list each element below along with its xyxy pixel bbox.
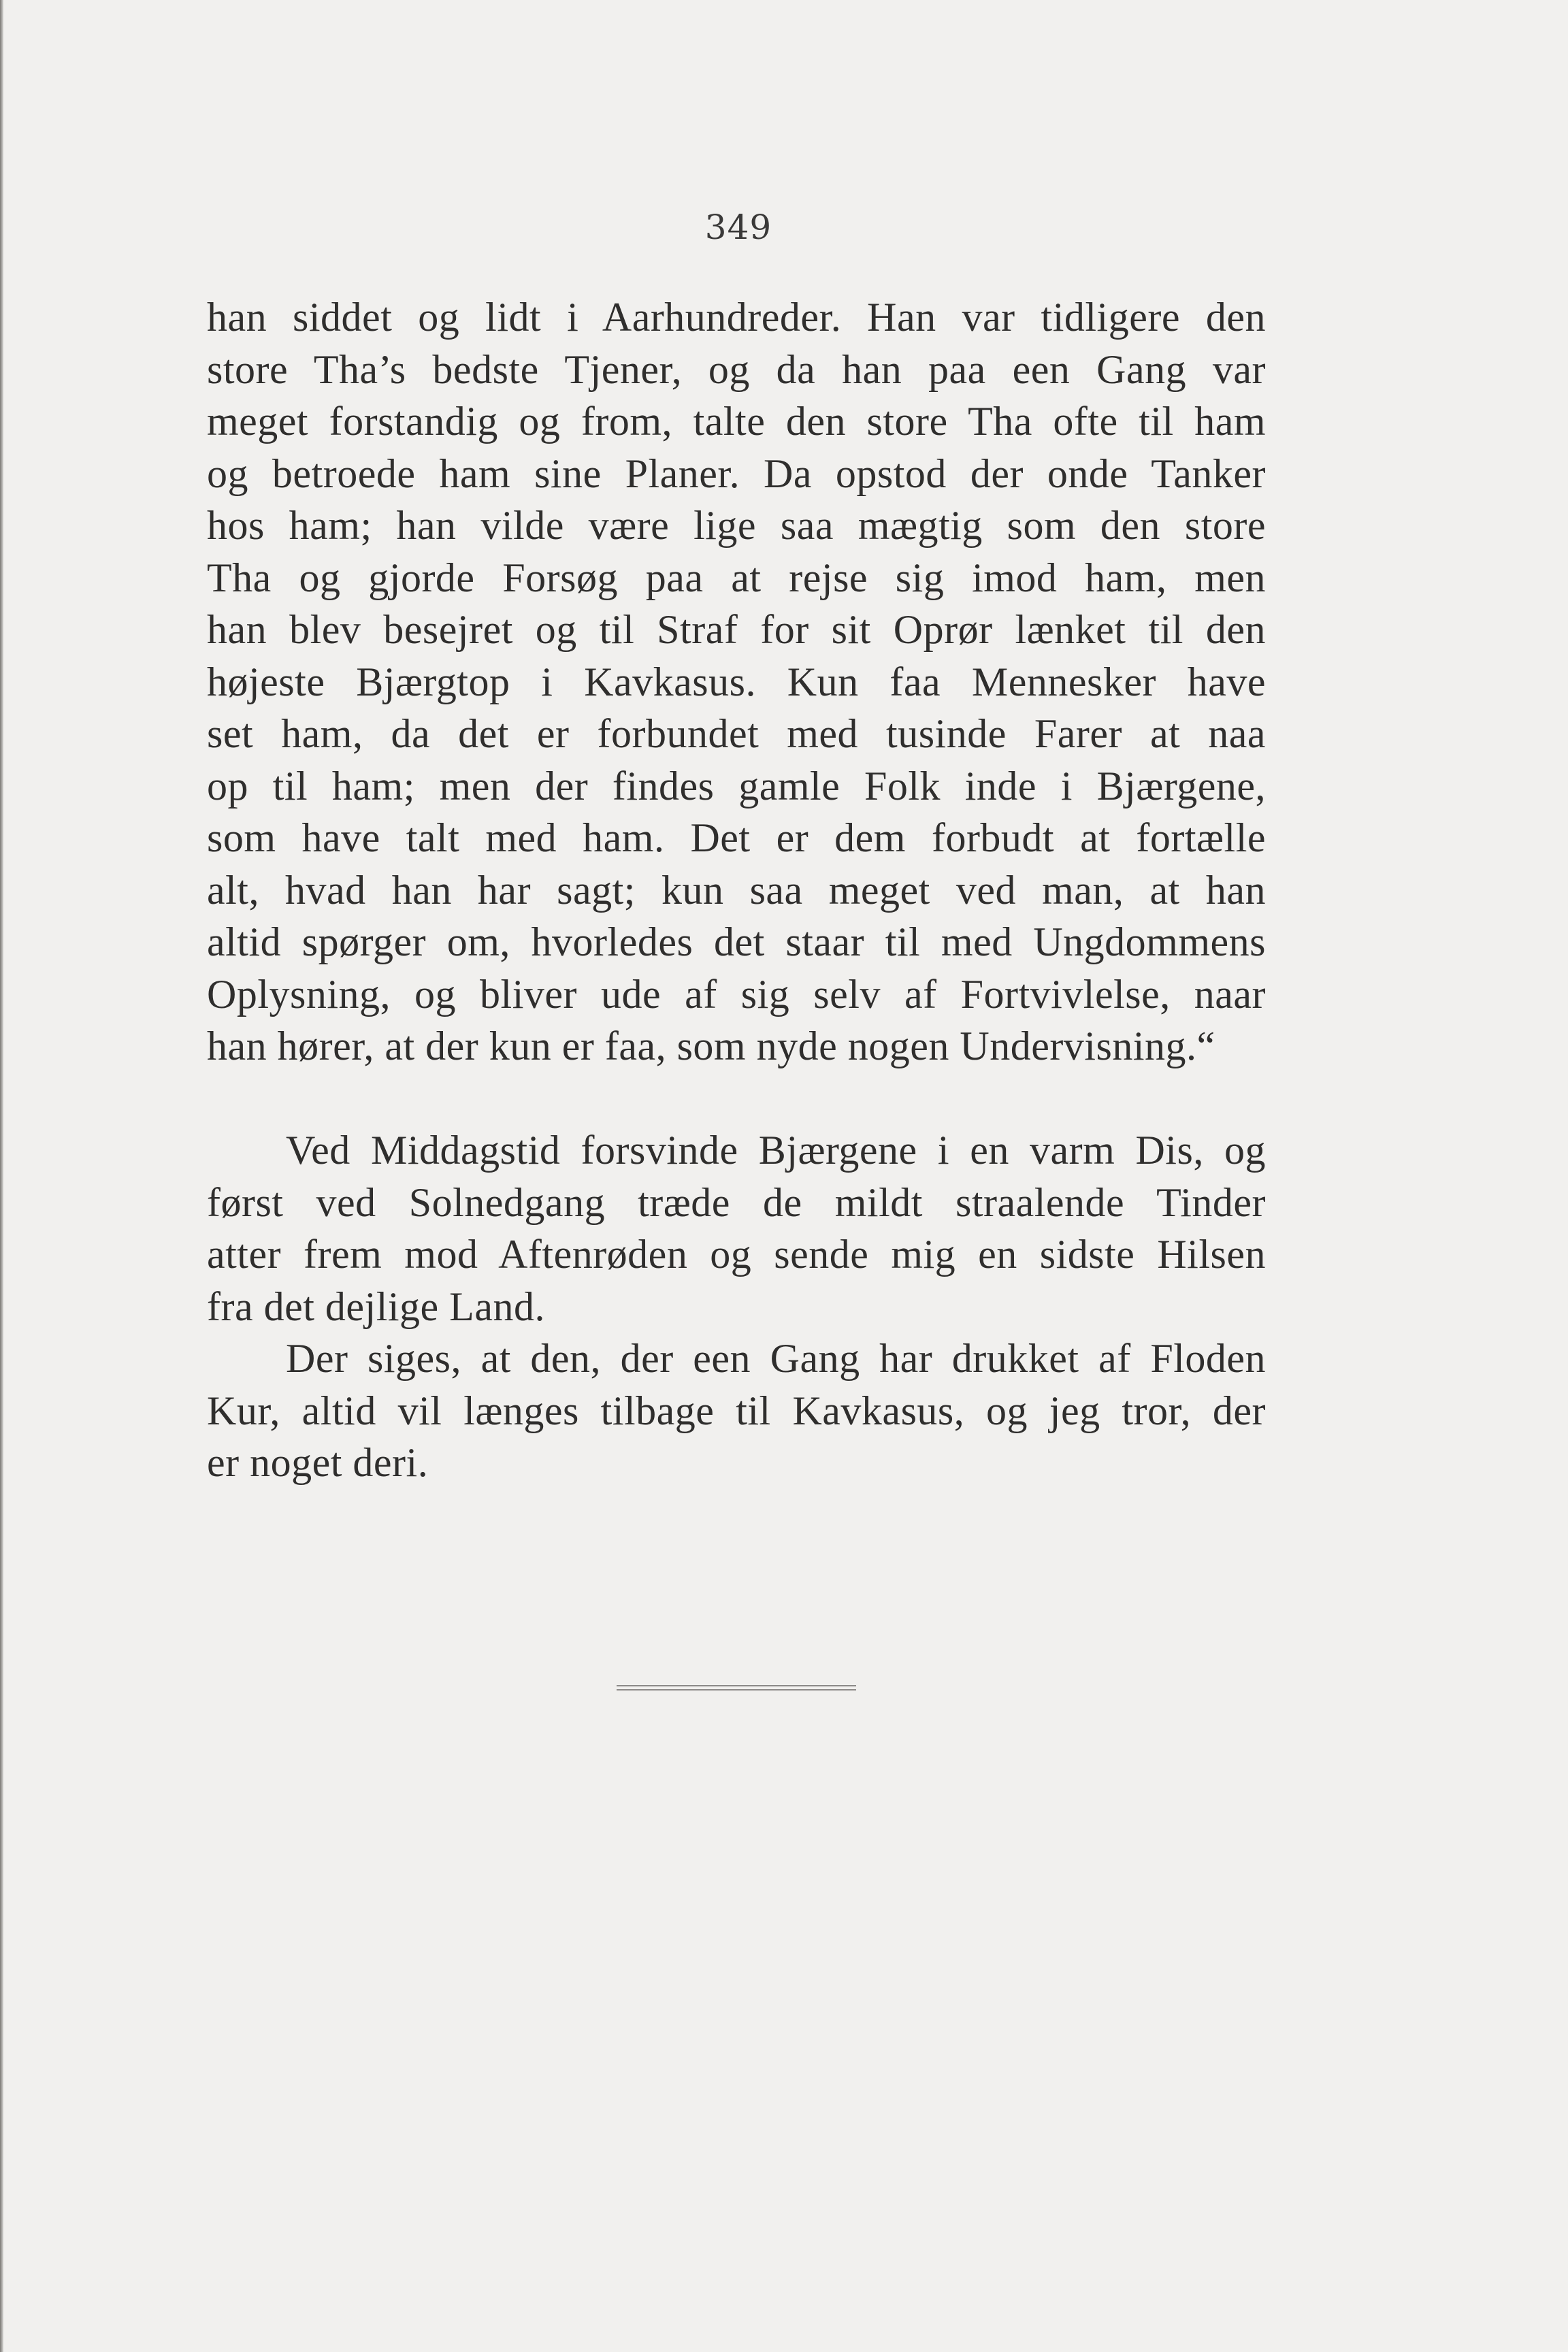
text-line: han blev besejret og til Straf for sit Oprør lænket til den (207, 607, 1266, 652)
text-line: store Tha’s bedste Tjener, og da han paa een Gang var (207, 346, 1266, 392)
paragraph-2 (207, 1124, 1266, 1333)
text-line: fra det dejlige Land. (207, 1284, 545, 1329)
text-line: op til ham; men der findes gamle Folk inde i Bjærgene, (207, 763, 1266, 808)
paragraph-3 (207, 1333, 1266, 1489)
text-line: altid spørger om, hvorledes det staar til med Ungdommens (207, 919, 1266, 964)
text-line: set ham, da det er forbundet med tusinde Farer at naa (207, 711, 1266, 756)
page-number: 349 (704, 208, 772, 247)
text-line: Der siges, at den, der een Gang har drukket af Floden (286, 1336, 1266, 1381)
end-ornament-rule (617, 1685, 856, 1690)
text-line: Ved Middagstid forsvinde Bjærgene i en varm Dis, og (286, 1128, 1266, 1173)
text-line: han hører, at der kun er faa, som nyde nogen Undervisning.“ (207, 1024, 1215, 1068)
text-line: han siddet og lidt i Aarhundreder. Han var tidligere den (207, 295, 1266, 340)
text-line: Kur, altid vil længes tilbage til Kavkasus, og jeg tror, der (207, 1388, 1266, 1433)
paragraph-1 (207, 291, 1266, 1073)
text-line: meget forstandig og from, talte den store Tha ofte til ham (207, 399, 1266, 444)
text-line: først ved Solnedgang træde de mildt straalende Tinder (207, 1179, 1266, 1225)
text-line: Tha og gjorde Forsøg paa at rejse sig imod ham, men (207, 555, 1266, 600)
text-line: højeste Bjærgtop i Kavkasus. Kun faa Mennesker have (207, 659, 1266, 704)
text-line: og betroede ham sine Planer. Da opstod der onde Tanker (207, 451, 1266, 496)
text-line: alt, hvad han har sagt; kun saa meget ved man, at han (207, 867, 1266, 913)
text-line: Oplysning, og bliver ude af sig selv af Fortvivlelse, naar (207, 971, 1266, 1017)
text-line: er noget deri. (207, 1440, 429, 1485)
text-line: hos ham; han vilde være lige saa mægtig som den store (207, 503, 1266, 548)
text-line: som have talt med ham. Det er dem forbudt at fortælle (207, 815, 1266, 860)
page-edge (0, 0, 3, 2352)
text-line: atter frem mod Aftenrøden og sende mig en sidste Hilsen (207, 1232, 1266, 1277)
